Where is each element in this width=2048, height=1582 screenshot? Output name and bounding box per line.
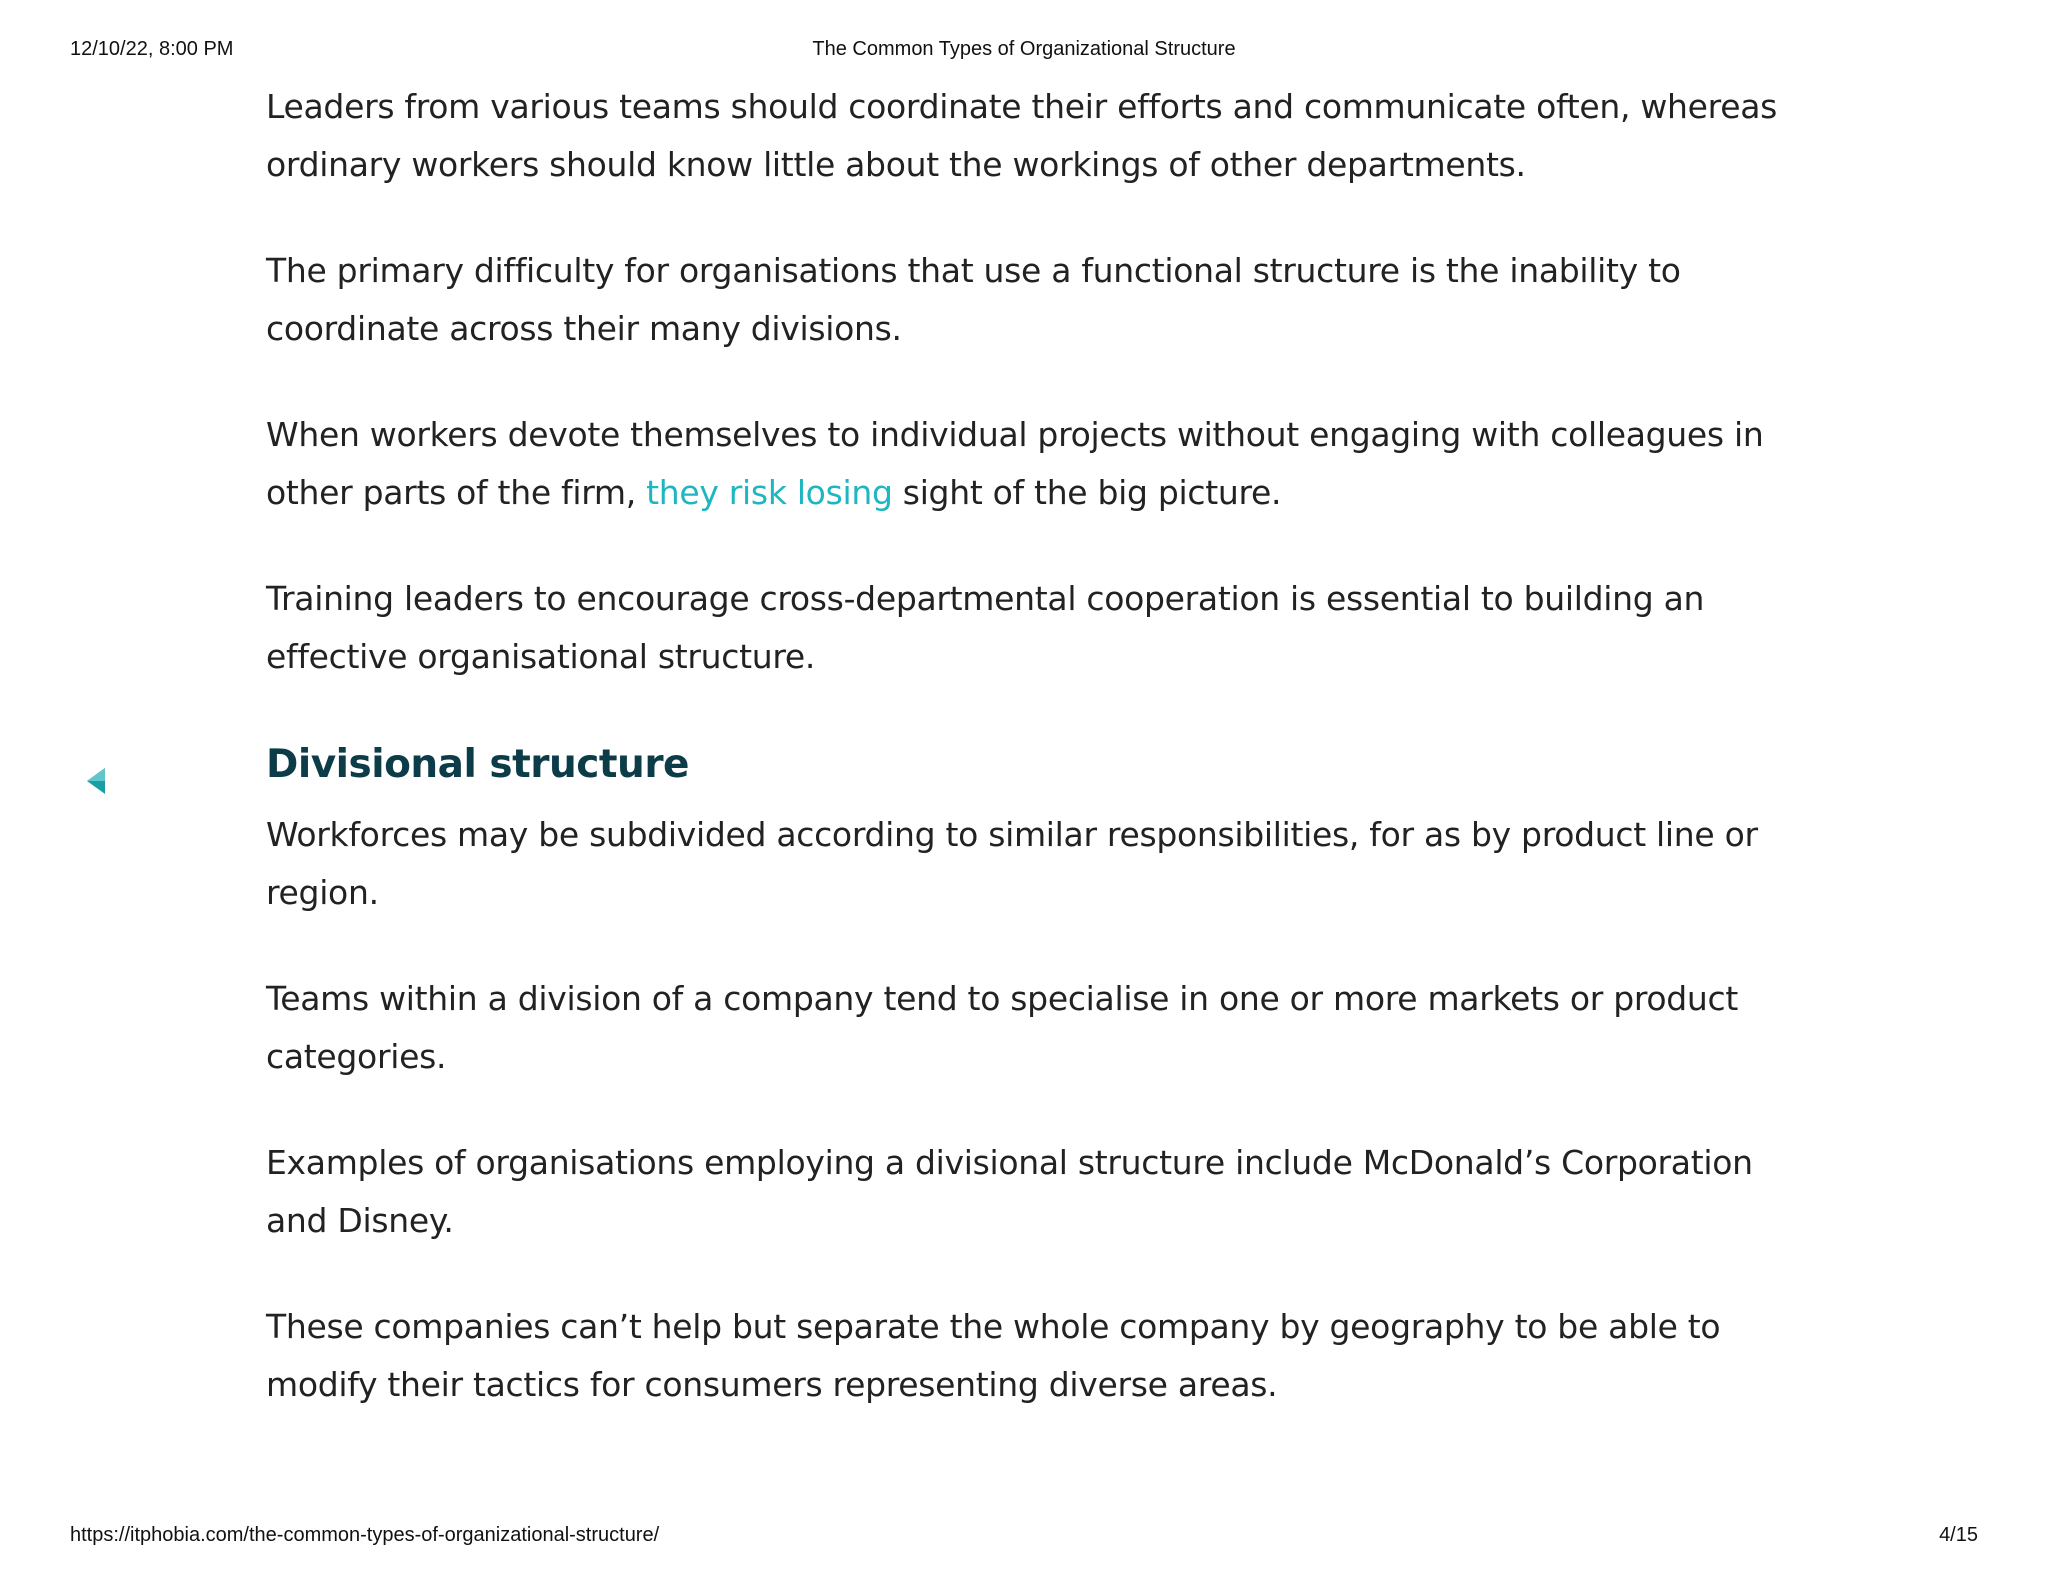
paragraph-training-leaders: Training leaders to encourage cross-departmental cooperation is essential to building an effective organisational structure. bbox=[266, 579, 1705, 676]
paragraph-primary-difficulty: The primary difficulty for organisations that use a functional structure is the inability to coordinate across their many divisions. bbox=[266, 251, 1681, 348]
paragraph-companies-separate: These companies can’t help but separate the whole company by geography to be able to modify their tactics for consumers representing diverse areas. bbox=[266, 1307, 1721, 1404]
print-footer bbox=[70, 1524, 1978, 1550]
paragraph-text-before-link: When workers devote themselves to individual projects without engaging with colleagues in other parts of the firm, bbox=[266, 415, 1764, 512]
print-header bbox=[70, 38, 1978, 64]
paragraph-text-after-link: sight of the big picture. bbox=[892, 473, 1282, 512]
print-datetime: 12/10/22, 8:00 PM bbox=[70, 38, 234, 60]
print-page-title: The Common Types of Organizational Structure bbox=[812, 38, 1236, 60]
paragraph-examples: Examples of organisations employing a divisional structure include McDonald’s Corporation and Disney. bbox=[266, 1143, 1753, 1240]
print-url: https://itphobia.com/the-common-types-of-organizational-structure/ bbox=[70, 1524, 660, 1546]
risk-losing-link[interactable]: they risk losing bbox=[646, 473, 893, 512]
previous-arrow-button[interactable] bbox=[85, 766, 107, 796]
paragraph-teams-within: Teams within a division of a company tend to specialise in one or more markets or product categories. bbox=[266, 979, 1739, 1076]
paragraph-leaders: Leaders from various teams should coordinate their efforts and communicate often, whereas ordinary workers should know little about the workings of other departments. bbox=[266, 87, 1778, 184]
triangle-left-icon bbox=[85, 766, 107, 796]
paragraph-workers-devote bbox=[266, 406, 1786, 522]
paragraph-workforces: Workforces may be subdivided according to similar responsibilities, for as by product line or region. bbox=[266, 815, 1758, 912]
page-indicator: 4/15 bbox=[1939, 1524, 1978, 1546]
article-body bbox=[266, 78, 1786, 1414]
section-heading-divisional: Divisional structure bbox=[266, 742, 689, 787]
